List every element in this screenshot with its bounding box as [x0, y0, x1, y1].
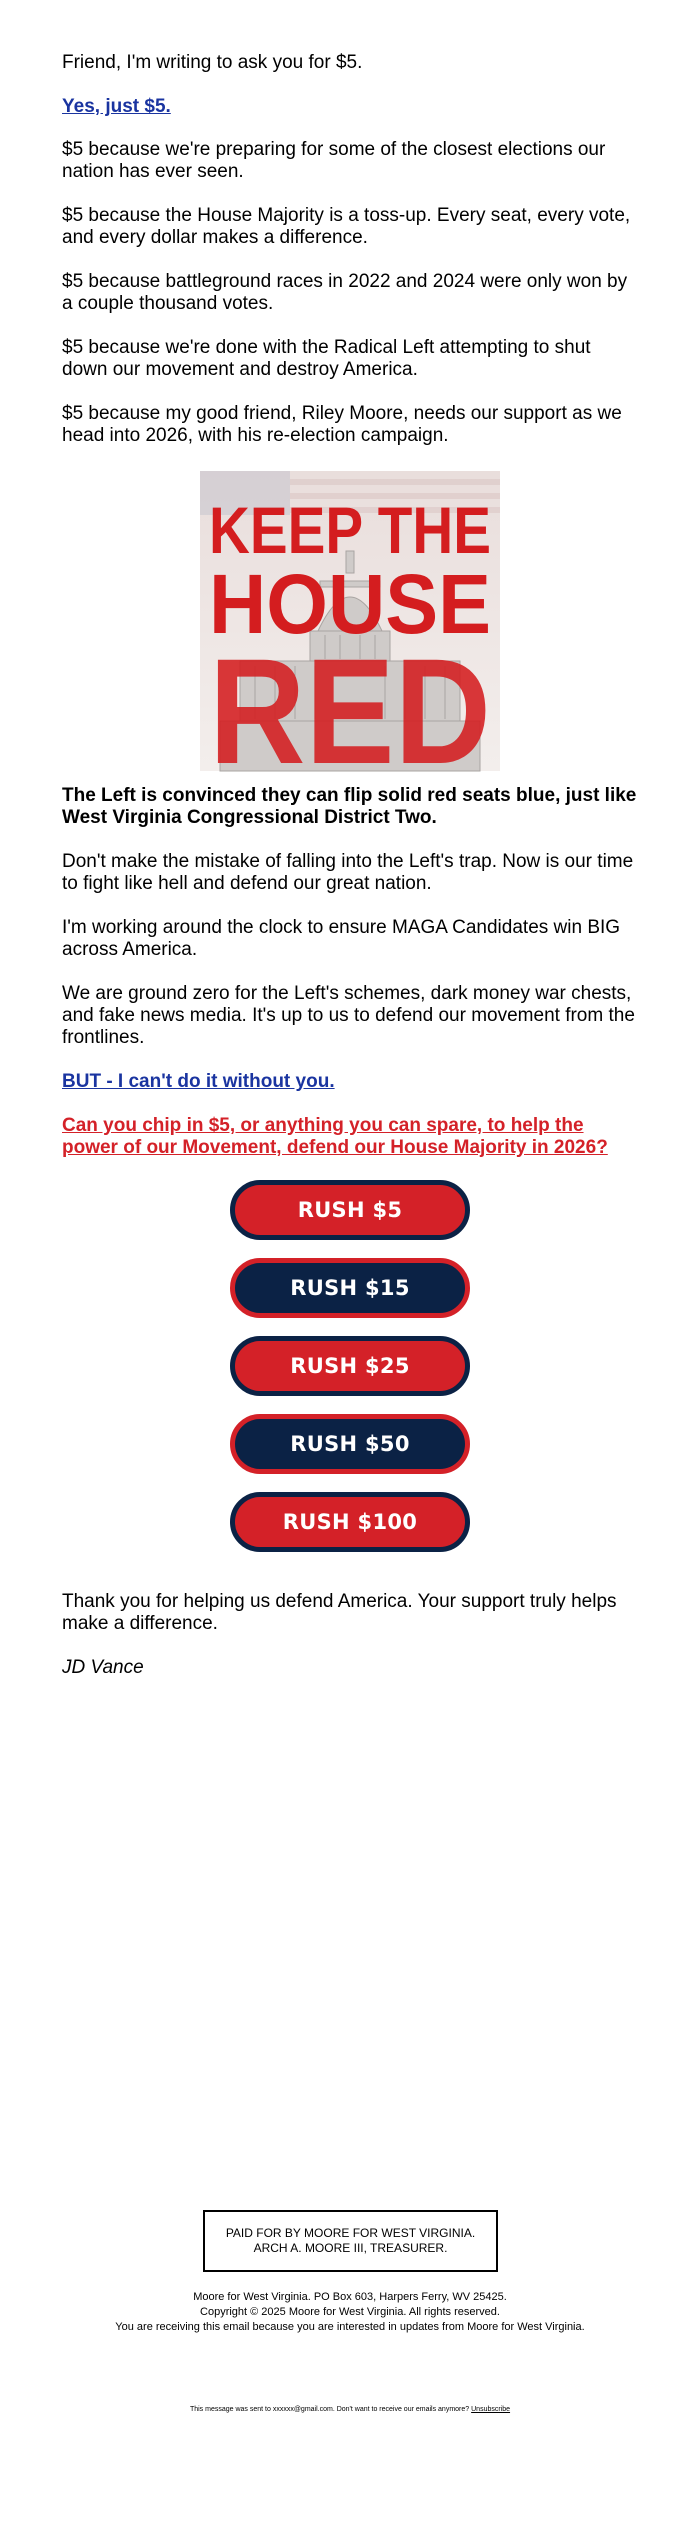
chip-in-link[interactable]: Can you chip in $5, or anything you can spare, to help the power of our Movement, defend our House Majority in 2026?	[62, 1115, 608, 1158]
paid-for-disclaimer	[203, 2210, 498, 2272]
footer-address: Moore for West Virginia. PO Box 603, Harpers Ferry, WV 25425.	[193, 2291, 507, 2303]
cant-do-it-without-you-link[interactable]: BUT - I can't do it without you.	[62, 1071, 335, 1092]
rush-5-button[interactable]: RUSH $5	[230, 1180, 470, 1240]
rush-15-button[interactable]: RUSH $15	[230, 1258, 470, 1318]
paragraph-lefts-trap: Don't make the mistake of falling into the Left's trap. Now is our time to fight like hell and defend our great nation.	[62, 851, 634, 894]
greeting-text: Friend, I'm writing to ask you for $5.	[62, 52, 363, 73]
rush-25-button[interactable]: RUSH $25	[230, 1336, 470, 1396]
hero-text-keep-the: KEEP THE	[209, 493, 491, 567]
rush-100-button[interactable]: RUSH $100	[230, 1492, 470, 1552]
hero-text-red: RED	[209, 627, 491, 795]
paragraph-battleground: $5 because battleground races in 2022 and 2024 were only won by a couple thousand votes.	[62, 271, 628, 314]
keep-the-house-red-image	[200, 471, 500, 795]
paragraph-maga-candidates: I'm working around the clock to ensure MAGA Candidates win BIG across America.	[62, 917, 621, 960]
sent-to-text: This message was sent to xxxxxx@gmail.com. Don't want to receive our emails anymore?	[189, 2406, 470, 2413]
treasurer-line: ARCH A. MOORE III, TREASURER.	[253, 2241, 448, 2255]
footer-copyright: Copyright © 2025 Moore for West Virginia. All rights reserved.	[200, 2306, 500, 2318]
paragraph-elections: $5 because we're preparing for some of the closest elections our nation has ever seen.	[62, 139, 606, 182]
hero-text-house: HOUSE	[209, 557, 491, 651]
rush-50-button[interactable]: RUSH $50	[230, 1414, 470, 1474]
paragraph-radical-left: $5 because we're done with the Radical Left attempting to shut down our movement and destroy America.	[62, 337, 591, 380]
paragraph-house-majority: $5 because the House Majority is a toss-up. Every seat, every vote, and every dollar makes a difference.	[62, 205, 631, 248]
signature: JD Vance	[62, 1657, 144, 1678]
yes-just-5-link[interactable]: Yes, just $5.	[62, 96, 171, 117]
paid-for-line: PAID FOR BY MOORE FOR WEST VIRGINIA.	[225, 2226, 476, 2240]
footer-sent-to	[0, 2405, 700, 2415]
capitol-graphic	[200, 471, 500, 795]
bold-paragraph-flip-seats: The Left is convinced they can flip solid red seats blue, just like West Virginia Congressional District Two.	[62, 785, 637, 828]
thank-you-paragraph: Thank you for helping us defend America. Your support truly helps make a difference.	[62, 1591, 617, 1634]
paragraph-ground-zero: We are ground zero for the Left's schemes, dark money war chests, and fake news media. It's up to us to defend our movement from the frontlines.	[62, 983, 635, 1048]
paragraph-riley-moore: $5 because my good friend, Riley Moore, needs our support as we head into 2026, with his re-election campaign.	[62, 403, 622, 446]
unsubscribe-link[interactable]: Unsubscribe	[471, 2406, 511, 2413]
footer-notice: You are receiving this email because you are interested in updates from Moore for West Virginia.	[115, 2321, 585, 2333]
